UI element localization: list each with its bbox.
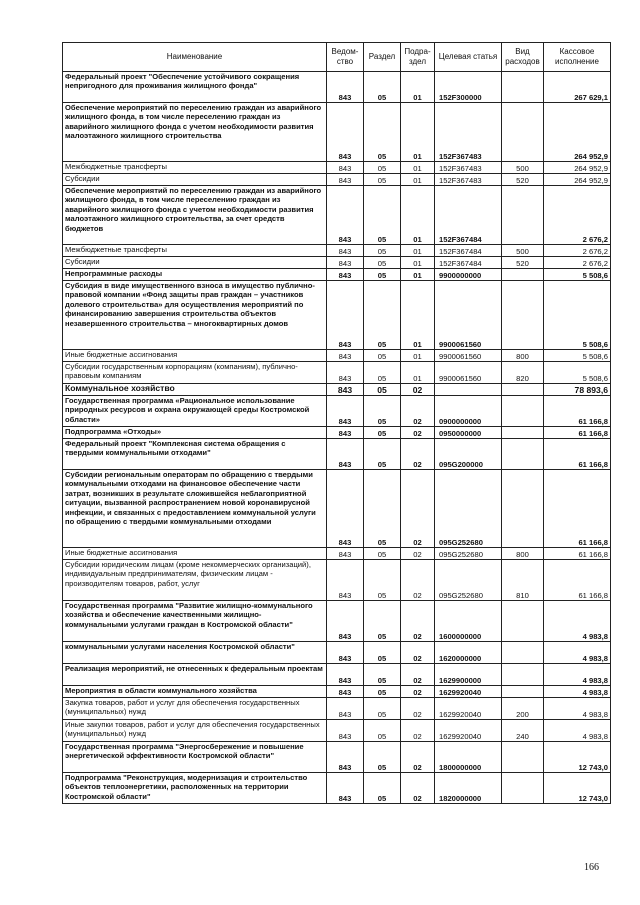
row-target-item: 1620000000 <box>435 642 502 664</box>
row-cash-execution: 2 676,2 <box>544 257 611 269</box>
row-subsection: 01 <box>401 162 435 174</box>
row-subsection: 02 <box>401 384 435 396</box>
row-cash-execution: 61 166,8 <box>544 427 611 439</box>
table-row <box>63 350 611 362</box>
row-name: Субсидии государственным корпорациям (компаниям), публично-правовым компаниям <box>63 362 327 384</box>
row-name: коммунальными услугами населения Костромской области" <box>63 642 327 664</box>
row-subsection: 02 <box>401 698 435 720</box>
table-row <box>63 773 611 804</box>
row-subsection: 02 <box>401 686 435 698</box>
row-section: 05 <box>364 257 401 269</box>
row-subsection: 02 <box>401 396 435 427</box>
row-cash-execution: 264 952,9 <box>544 103 611 162</box>
row-section: 05 <box>364 560 401 601</box>
table-row <box>63 281 611 350</box>
row-cash-execution: 61 166,8 <box>544 470 611 548</box>
row-name: Субсидии юридическим лицам (кроме некоммерческих организаций), индивидуальным предпринимателям, физическим лицам - производителям товаров, работ, услуг <box>63 560 327 601</box>
row-target-item: 152F367483 <box>435 174 502 186</box>
row-department: 843 <box>327 384 364 396</box>
row-expense-type: 800 <box>502 548 544 560</box>
header-expense-type: Вид расходов <box>502 43 544 72</box>
header-target-item: Целевая статья <box>435 43 502 72</box>
row-expense-type: 520 <box>502 174 544 186</box>
row-name: Обеспечение мероприятий по переселению граждан из аварийного жилищного фонда, в том числе переселению граждан из аварийного жилищного фонда с учетом необходимости развития малоэтажного жилищного строительства, за счет средств бюджетов <box>63 186 327 245</box>
row-expense-type <box>502 773 544 804</box>
row-expense-type: 200 <box>502 698 544 720</box>
row-expense-type: 500 <box>502 245 544 257</box>
row-cash-execution: 4 983,8 <box>544 664 611 686</box>
row-name: Федеральный проект "Обеспечение устойчивого сокращения непригодного для проживания жилищного фонда" <box>63 72 327 103</box>
row-section: 05 <box>364 664 401 686</box>
row-expense-type <box>502 742 544 773</box>
table-row <box>63 601 611 642</box>
table-header-row <box>63 43 611 72</box>
row-expense-type <box>502 642 544 664</box>
row-target-item: 152F367484 <box>435 186 502 245</box>
row-department: 843 <box>327 720 364 742</box>
header-name: Наименование <box>63 43 327 72</box>
row-name: Субсидии <box>63 257 327 269</box>
row-expense-type <box>502 186 544 245</box>
row-subsection: 02 <box>401 664 435 686</box>
header-cash-execution: Кассовое исполнение <box>544 43 611 72</box>
row-target-item: 1629920040 <box>435 686 502 698</box>
row-section: 05 <box>364 686 401 698</box>
row-section: 05 <box>364 281 401 350</box>
row-department: 843 <box>327 186 364 245</box>
row-section: 05 <box>364 384 401 396</box>
row-expense-type: 800 <box>502 350 544 362</box>
row-subsection: 02 <box>401 439 435 470</box>
row-department: 843 <box>327 257 364 269</box>
row-name: Иные бюджетные ассигнования <box>63 350 327 362</box>
row-department: 843 <box>327 773 364 804</box>
row-expense-type: 500 <box>502 162 544 174</box>
row-name: Субсидия в виде имущественного взноса в имущество публично-правовой компании «Фонд защиты прав граждан – участников долевого строительства» для осуществления мероприятий по финансированию завершения строительства объектов незавершенного строительства – многоквартирных домов <box>63 281 327 350</box>
table-row <box>63 269 611 281</box>
row-department: 843 <box>327 560 364 601</box>
row-name: Подпрограмма «Отходы» <box>63 427 327 439</box>
table-row <box>63 664 611 686</box>
row-cash-execution: 4 983,8 <box>544 720 611 742</box>
row-subsection: 01 <box>401 269 435 281</box>
row-department: 843 <box>327 686 364 698</box>
row-subsection: 02 <box>401 720 435 742</box>
row-target-item: 095G252680 <box>435 470 502 548</box>
row-subsection: 01 <box>401 257 435 269</box>
row-department: 843 <box>327 664 364 686</box>
row-subsection: 01 <box>401 281 435 350</box>
row-cash-execution: 264 952,9 <box>544 162 611 174</box>
row-target-item: 1629920040 <box>435 698 502 720</box>
row-section: 05 <box>364 396 401 427</box>
row-expense-type <box>502 72 544 103</box>
table-row <box>63 720 611 742</box>
row-cash-execution: 61 166,8 <box>544 548 611 560</box>
row-subsection: 02 <box>401 601 435 642</box>
row-expense-type: 240 <box>502 720 544 742</box>
row-subsection: 01 <box>401 103 435 162</box>
row-subsection: 01 <box>401 72 435 103</box>
row-cash-execution: 5 508,6 <box>544 350 611 362</box>
row-expense-type <box>502 601 544 642</box>
header-section: Раздел <box>364 43 401 72</box>
row-expense-type <box>502 664 544 686</box>
row-target-item: 152F300000 <box>435 72 502 103</box>
row-cash-execution: 267 629,1 <box>544 72 611 103</box>
row-section: 05 <box>364 350 401 362</box>
row-expense-type <box>502 384 544 396</box>
table-body <box>63 72 611 804</box>
row-expense-type <box>502 269 544 281</box>
row-name: Мероприятия в области коммунального хозяйства <box>63 686 327 698</box>
row-subsection: 02 <box>401 773 435 804</box>
row-target-item: 9900000000 <box>435 269 502 281</box>
row-section: 05 <box>364 186 401 245</box>
table-row <box>63 470 611 548</box>
header-department: Ведом- ство <box>327 43 364 72</box>
row-cash-execution: 5 508,6 <box>544 362 611 384</box>
row-expense-type <box>502 103 544 162</box>
row-subsection: 02 <box>401 642 435 664</box>
row-name: Подпрограмма "Реконструкция, модернизация и строительство объектов теплоэнергетики, расположенных на территории Костромской области" <box>63 773 327 804</box>
row-target-item: 1629900000 <box>435 664 502 686</box>
row-cash-execution: 78 893,6 <box>544 384 611 396</box>
table-row <box>63 103 611 162</box>
row-department: 843 <box>327 548 364 560</box>
row-subsection: 02 <box>401 560 435 601</box>
row-name: Субсидии региональным операторам по обращению с твердыми коммунальными отходами на финансовое обеспечение части затрат, возникших в результате сложившейся неблагоприятной ситуации, вызванной распространением новой коронавирусной инфекции, и связанных с предоставлением коммунальной услуги по обращению с твердыми коммунальными отходами <box>63 470 327 548</box>
row-target-item: 1600000000 <box>435 601 502 642</box>
row-target-item: 095G252680 <box>435 548 502 560</box>
row-target-item: 9900061560 <box>435 350 502 362</box>
row-name: Государственная программа "Энергосбережение и повышение энергетической эффективности Костромской области" <box>63 742 327 773</box>
row-target-item: 9900061560 <box>435 281 502 350</box>
row-target-item: 095G200000 <box>435 439 502 470</box>
row-subsection: 02 <box>401 548 435 560</box>
row-section: 05 <box>364 601 401 642</box>
row-department: 843 <box>327 245 364 257</box>
row-cash-execution: 4 983,8 <box>544 642 611 664</box>
table-row <box>63 439 611 470</box>
row-section: 05 <box>364 642 401 664</box>
row-section: 05 <box>364 470 401 548</box>
row-target-item: 9900061560 <box>435 362 502 384</box>
row-section: 05 <box>364 362 401 384</box>
row-department: 843 <box>327 396 364 427</box>
row-target-item <box>435 384 502 396</box>
row-department: 843 <box>327 350 364 362</box>
row-section: 05 <box>364 162 401 174</box>
table-row <box>63 257 611 269</box>
row-cash-execution: 12 743,0 <box>544 742 611 773</box>
table-row <box>63 362 611 384</box>
row-section: 05 <box>364 103 401 162</box>
row-expense-type <box>502 396 544 427</box>
row-department: 843 <box>327 281 364 350</box>
row-name: Государственная программа «Рациональное использование природных ресурсов и охрана окружающей среды Костромской области» <box>63 396 327 427</box>
row-expense-type <box>502 439 544 470</box>
row-department: 843 <box>327 174 364 186</box>
table-row <box>63 186 611 245</box>
row-cash-execution: 2 676,2 <box>544 186 611 245</box>
row-department: 843 <box>327 103 364 162</box>
row-target-item: 152F367483 <box>435 103 502 162</box>
row-department: 843 <box>327 72 364 103</box>
row-name: Закупка товаров, работ и услуг для обеспечения государственных (муниципальных) нужд <box>63 698 327 720</box>
row-expense-type <box>502 427 544 439</box>
table-row <box>63 174 611 186</box>
row-section: 05 <box>364 698 401 720</box>
row-subsection: 01 <box>401 174 435 186</box>
table-row <box>63 245 611 257</box>
row-subsection: 02 <box>401 470 435 548</box>
budget-execution-table <box>62 42 611 804</box>
header-subsection: Подра- здел <box>401 43 435 72</box>
row-target-item: 1820000000 <box>435 773 502 804</box>
row-section: 05 <box>364 174 401 186</box>
row-subsection: 01 <box>401 350 435 362</box>
row-cash-execution: 61 166,8 <box>544 560 611 601</box>
row-department: 843 <box>327 427 364 439</box>
row-subsection: 01 <box>401 245 435 257</box>
row-subsection: 01 <box>401 186 435 245</box>
row-section: 05 <box>364 720 401 742</box>
row-target-item: 0900000000 <box>435 396 502 427</box>
row-target-item: 095G252680 <box>435 560 502 601</box>
row-name: Иные бюджетные ассигнования <box>63 548 327 560</box>
row-section: 05 <box>364 548 401 560</box>
page-number: 166 <box>584 862 599 873</box>
row-name: Межбюджетные трансферты <box>63 162 327 174</box>
budget-table-sheet <box>62 42 610 804</box>
row-department: 843 <box>327 642 364 664</box>
table-row <box>63 396 611 427</box>
table-row <box>63 384 611 396</box>
row-target-item: 152F367484 <box>435 257 502 269</box>
row-name: Реализация мероприятий, не отнесенных к федеральным проектам <box>63 664 327 686</box>
row-name: Федеральный проект "Комплексная система обращения с твердыми коммунальными отходами" <box>63 439 327 470</box>
row-expense-type <box>502 281 544 350</box>
row-expense-type: 820 <box>502 362 544 384</box>
row-section: 05 <box>364 427 401 439</box>
row-subsection: 02 <box>401 427 435 439</box>
row-name: Обеспечение мероприятий по переселению граждан из аварийного жилищного фонда, в том числе переселению граждан из аварийного жилищного фонда с учетом необходимости развития малоэтажного жилищного строительства <box>63 103 327 162</box>
row-department: 843 <box>327 470 364 548</box>
table-row <box>63 72 611 103</box>
table-row <box>63 560 611 601</box>
row-section: 05 <box>364 245 401 257</box>
row-section: 05 <box>364 439 401 470</box>
row-cash-execution: 4 983,8 <box>544 698 611 720</box>
row-department: 843 <box>327 601 364 642</box>
table-row <box>63 698 611 720</box>
row-department: 843 <box>327 362 364 384</box>
row-department: 843 <box>327 269 364 281</box>
row-department: 843 <box>327 439 364 470</box>
table-row <box>63 162 611 174</box>
row-department: 843 <box>327 162 364 174</box>
row-cash-execution: 4 983,8 <box>544 686 611 698</box>
row-cash-execution: 5 508,6 <box>544 281 611 350</box>
row-name: Субсидии <box>63 174 327 186</box>
row-name: Государственная программа "Развитие жилищно-коммунального хозяйства и обеспечение качественными жилищно-коммунальными услугами граждан в Костромской области" <box>63 601 327 642</box>
row-section: 05 <box>364 72 401 103</box>
row-expense-type: 520 <box>502 257 544 269</box>
row-subsection: 01 <box>401 362 435 384</box>
row-name: Иные закупки товаров, работ и услуг для обеспечения государственных (муниципальных) нужд <box>63 720 327 742</box>
row-expense-type <box>502 686 544 698</box>
row-target-item: 152F367484 <box>435 245 502 257</box>
row-cash-execution: 264 952,9 <box>544 174 611 186</box>
row-department: 843 <box>327 698 364 720</box>
table-row <box>63 742 611 773</box>
row-expense-type <box>502 470 544 548</box>
row-name: Межбюджетные трансферты <box>63 245 327 257</box>
row-cash-execution: 5 508,6 <box>544 269 611 281</box>
row-name: Непрограммные расходы <box>63 269 327 281</box>
row-subsection: 02 <box>401 742 435 773</box>
table-row <box>63 686 611 698</box>
row-cash-execution: 4 983,8 <box>544 601 611 642</box>
row-cash-execution: 61 166,8 <box>544 439 611 470</box>
row-name: Коммунальное хозяйство <box>63 384 327 396</box>
row-target-item: 152F367483 <box>435 162 502 174</box>
table-row <box>63 427 611 439</box>
row-target-item: 0950000000 <box>435 427 502 439</box>
row-section: 05 <box>364 269 401 281</box>
row-cash-execution: 12 743,0 <box>544 773 611 804</box>
row-cash-execution: 61 166,8 <box>544 396 611 427</box>
row-section: 05 <box>364 773 401 804</box>
row-section: 05 <box>364 742 401 773</box>
table-row <box>63 548 611 560</box>
row-target-item: 1629920040 <box>435 720 502 742</box>
row-department: 843 <box>327 742 364 773</box>
row-target-item: 1800000000 <box>435 742 502 773</box>
row-cash-execution: 2 676,2 <box>544 245 611 257</box>
row-expense-type: 810 <box>502 560 544 601</box>
table-row <box>63 642 611 664</box>
